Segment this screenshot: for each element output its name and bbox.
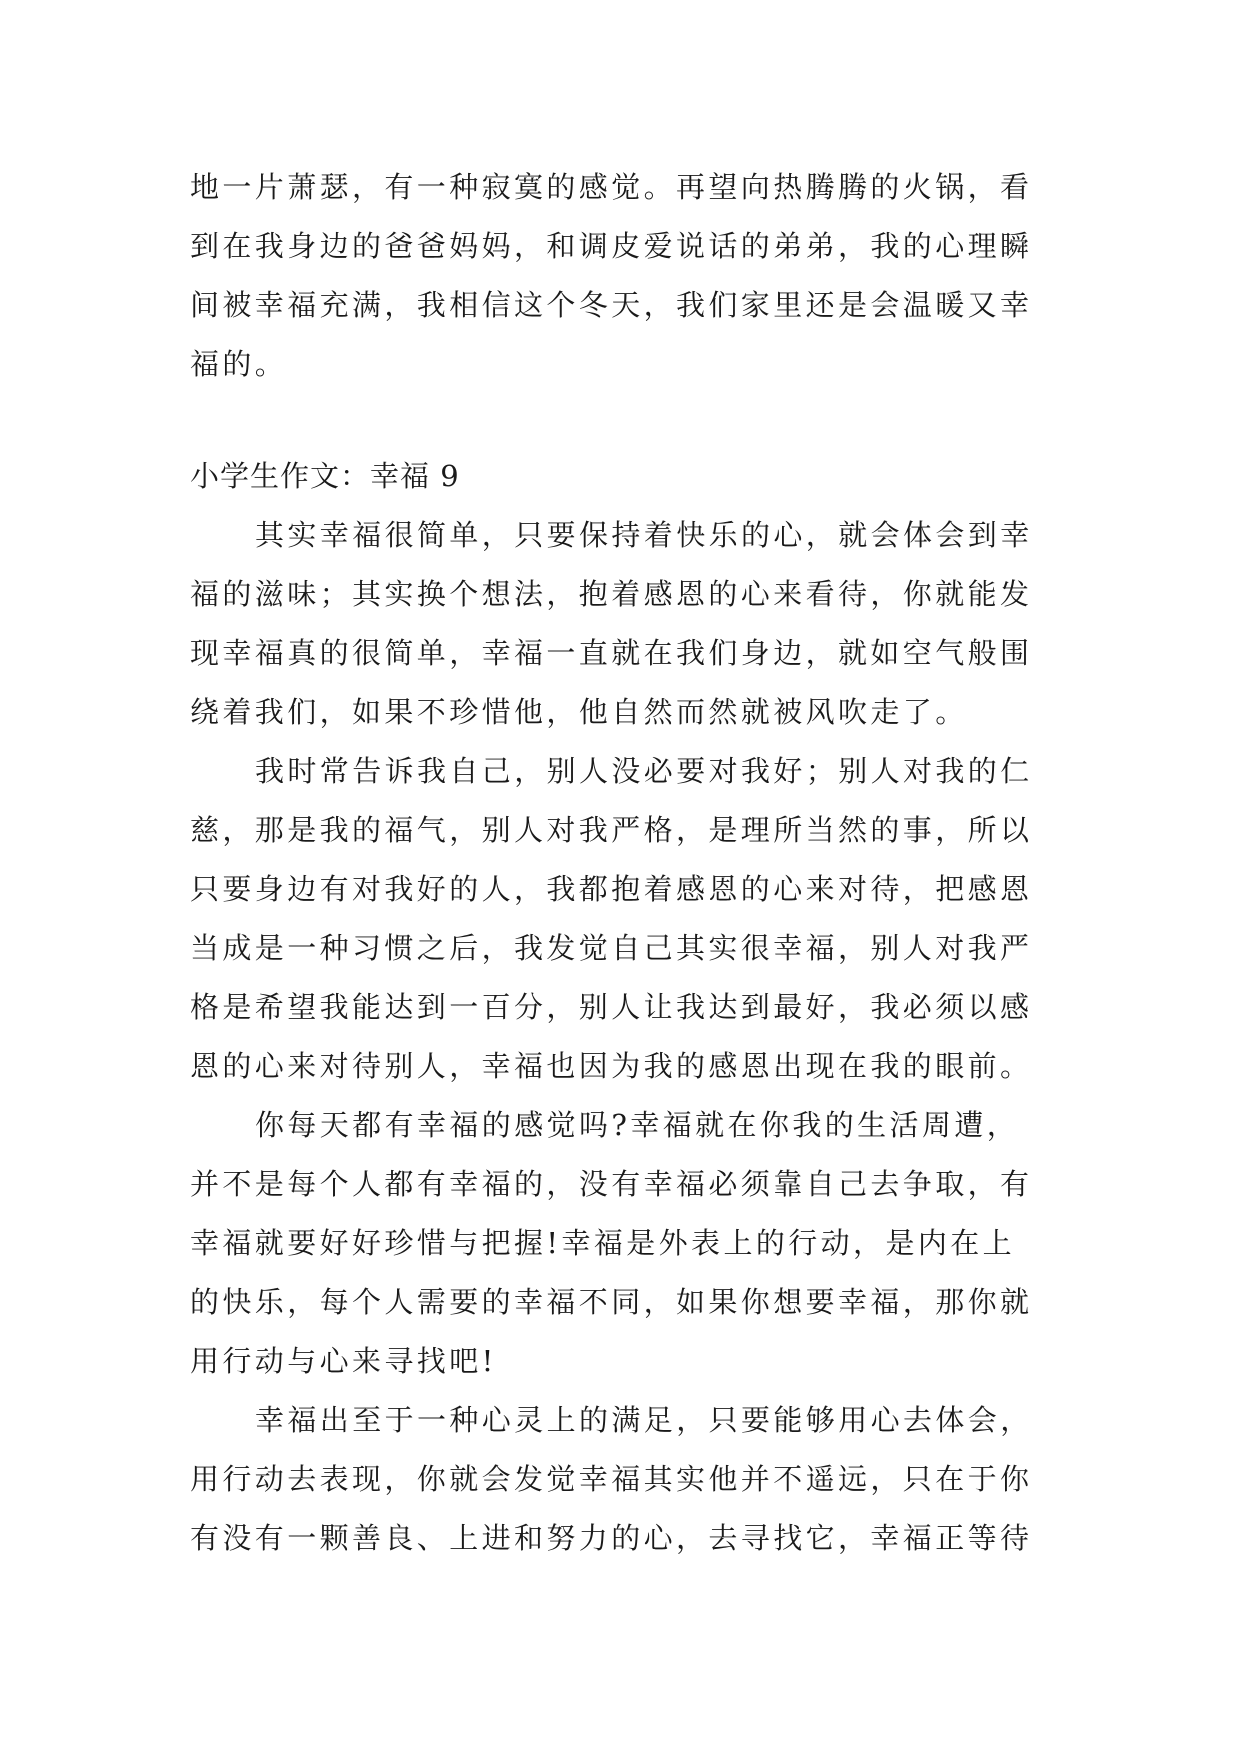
text-line: 绕着我们，如果不珍惜他，他自然而然就被风吹走了。 [190,695,968,729]
text-line: 我时常告诉我自己，别人没必要对我好；别人对我的仁 [255,754,1033,788]
text-line: 间被幸福充满，我相信这个冬天，我们家里还是会温暖又幸 [190,288,1033,322]
text-line: 其实幸福很简单，只要保持着快乐的心，就会体会到幸 [255,518,1033,552]
text-line: 当成是一种习惯之后，我发觉自己其实很幸福，别人对我严 [190,931,1033,965]
text-line: 到在我身边的爸爸妈妈，和调皮爱说话的弟弟，我的心理瞬 [190,229,1033,263]
text-line: 用行动去表现，你就会发觉幸福其实他并不遥远，只在于你 [190,1462,1033,1496]
text-line: 格是希望我能达到一百分，别人让我达到最好，我必须以感 [190,990,1033,1024]
text-line: 幸福出至于一种心灵上的满足，只要能够用心去体会， [255,1403,1033,1437]
text-line: 恩的心来对待别人，幸福也因为我的感恩出现在我的眼前。 [190,1049,1033,1083]
text-line: 福的滋味；其实换个想法，抱着感恩的心来看待，你就能发 [190,577,1033,611]
text-line: 地一片萧瑟，有一种寂寞的感觉。再望向热腾腾的火锅，看 [190,170,1033,204]
text-line: 你每天都有幸福的感觉吗?幸福就在你我的生活周遭， [255,1108,1020,1142]
text-line: 慈，那是我的福气，别人对我严格，是理所当然的事，所以 [190,813,1033,847]
text-line: 有没有一颗善良、上进和努力的心，去寻找它，幸福正等待 [190,1521,1033,1555]
text-line: 的快乐，每个人需要的幸福不同，如果你想要幸福，那你就 [190,1285,1033,1319]
text-line: 用行动与心来寻找吧! [190,1344,497,1378]
text-line: 现幸福真的很简单，幸福一直就在我们身边，就如空气般围 [190,636,1033,670]
text-line: 只要身边有对我好的人，我都抱着感恩的心来对待，把感恩 [190,872,1033,906]
text-line: 并不是每个人都有幸福的，没有幸福必须靠自己去争取，有 [190,1167,1033,1201]
text-line: 幸福就要好好珍惜与把握!幸福是外表上的行动，是内在上 [190,1226,1016,1260]
text-line: 福的。 [190,347,288,381]
essay-title: 小学生作文：幸福 9 [190,459,460,493]
